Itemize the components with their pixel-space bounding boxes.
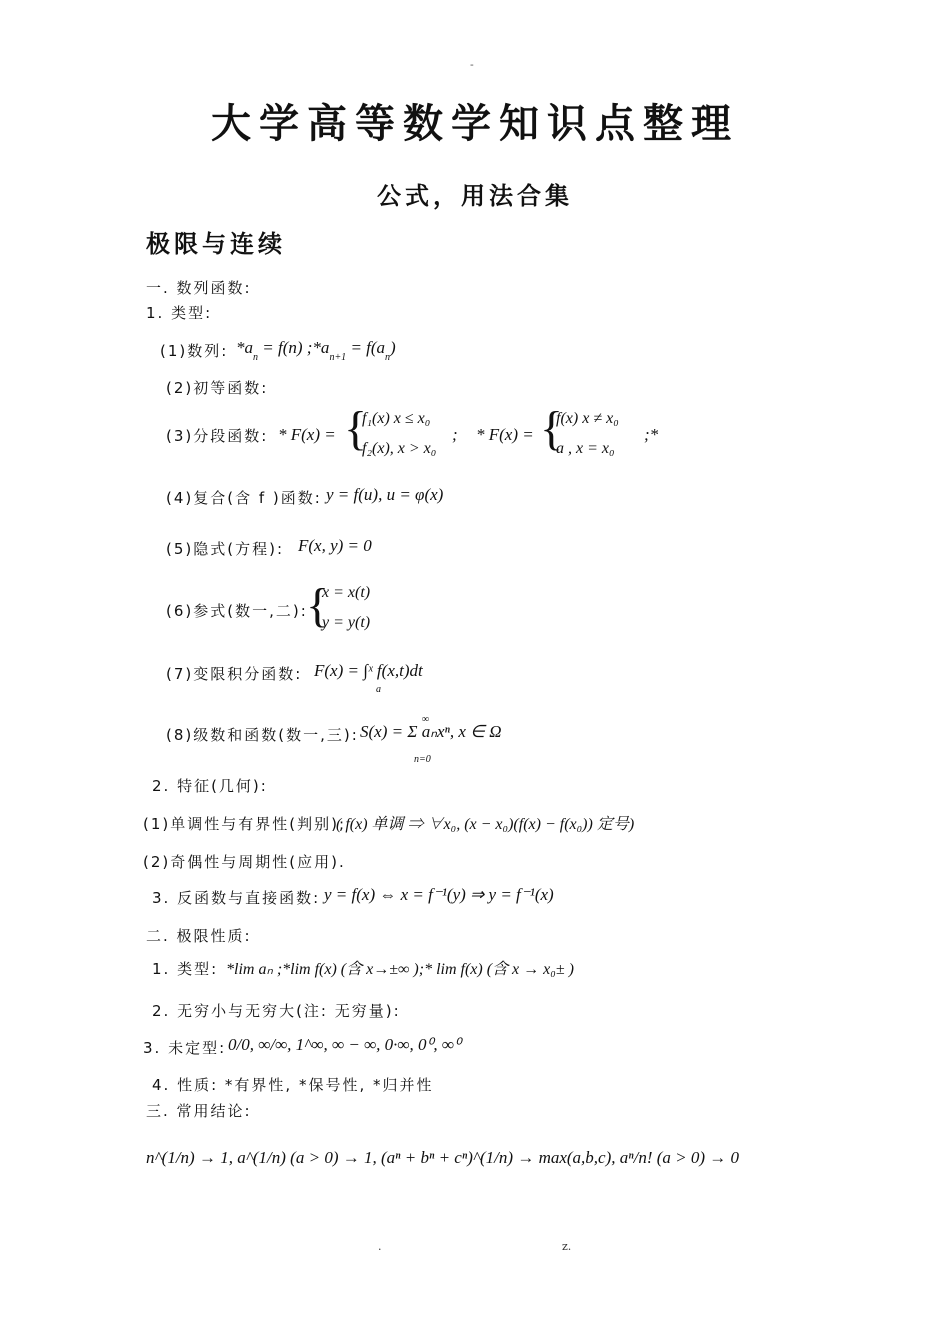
conclusions-formula: n^(1/n) → 1, a^(1/n) (a > 0) → 1, (aⁿ + bⁿ + cⁿ)^(1/n) → max(a,b,c), aⁿ/n! (a > 0) → 0 xyxy=(146,1148,740,1167)
type1-formula: $*a_n = f(n)$ $;*a_{n+1} = f(a_n)$ xyxy=(236,338,396,363)
type8-upper-limit: ∞ xyxy=(422,714,430,725)
footer-left: . xyxy=(378,1240,382,1253)
part1-heading: 一. 数列函数: xyxy=(146,279,252,297)
brace-icon: { xyxy=(344,402,368,455)
feature-label: 2. 特征(几何): xyxy=(152,777,268,795)
type3-f2-row2: a , x = x₀ xyxy=(556,440,615,457)
page-subtitle: 公式，用法合集 xyxy=(377,182,573,210)
type4-formula: y = f(u), u = φ(x) xyxy=(326,485,444,504)
type6-row1: x = x(t) xyxy=(322,584,371,601)
feature1-label: (1)单调性与有界性(判别); xyxy=(143,815,347,833)
type3-f1-row1: f₁(x) x ≤ x₀ xyxy=(362,410,431,427)
type2-label: (2)初等函数: xyxy=(166,379,269,397)
type3-label: (3)分段函数: xyxy=(166,427,269,445)
part2-heading: 二. 极限性质: xyxy=(146,927,252,945)
type4-label: (4)复合(含 f )函数: xyxy=(166,489,322,507)
type5-formula: F(x, y) = 0 xyxy=(298,536,372,555)
type5-label: (5)隐式(方程): xyxy=(166,540,285,558)
type7-label: (7)变限积分函数: xyxy=(166,665,303,683)
limit-types-label: 1. 类型: xyxy=(152,960,219,978)
inverse-formula: y = f(x) ⇔ x = f⁻¹(y) ⇒ y = f⁻¹(x) xyxy=(324,885,554,904)
types-label: 1. 类型: xyxy=(146,304,213,322)
type1-label: (1)数列: xyxy=(160,342,229,360)
feature1-formula: ( f(x) 单调 ⇒ ∀x₀, (x − x₀)(f(x) − f(x₀)) 定号) xyxy=(336,816,635,833)
type8-lower-limit: n=0 xyxy=(414,754,431,765)
brace-icon: { xyxy=(306,579,330,632)
indeterminate-label: 3. 未定型: xyxy=(143,1039,227,1057)
type3-f1-end: ; xyxy=(452,425,458,444)
type8-formula: S(x) = Σ aₙxⁿ, x ∈ Ω xyxy=(360,722,502,741)
type6-label: (6)参式(数一,二): xyxy=(166,602,308,620)
header-mark: - xyxy=(470,58,474,71)
type3-f1-row2: f₂(x), x > x₀ xyxy=(362,440,437,457)
limit-types-formula: *lim aₙ ;*lim f(x) (含 x→±∞ );* lim f(x) (含 x → x₀± ) xyxy=(226,961,574,978)
type7-lower-limit: a xyxy=(376,684,381,695)
type3-f2-lhs: * F(x) = xyxy=(476,425,534,444)
type3-f1-lhs: * F(x) = xyxy=(278,425,336,444)
type7-formula: F(x) = ∫ˣ f(x,t)dt xyxy=(314,661,423,680)
brace-icon: { xyxy=(540,402,564,455)
indeterminate-forms: 0/0, ∞/∞, 1^∞, ∞ − ∞, 0·∞, 0⁰, ∞⁰ xyxy=(228,1035,461,1054)
inverse-label: 3. 反函数与直接函数: xyxy=(152,889,321,907)
type3-f2-end: ;* xyxy=(644,425,659,444)
type6-row2: y = y(t) xyxy=(322,614,371,631)
properties-line: 4. 性质: *有界性, *保号性, *归并性 xyxy=(152,1076,434,1094)
type3-f2-row1: f(x) x ≠ x₀ xyxy=(556,410,619,427)
part3-heading: 三. 常用结论: xyxy=(146,1102,252,1120)
infinitesimal-line: 2. 无穷小与无穷大(注: 无穷量): xyxy=(152,1002,401,1020)
page-title: 大学高等数学知识点整理 xyxy=(211,101,739,147)
type8-label: (8)级数和函数(数一,三): xyxy=(166,726,359,744)
footer-right: z. xyxy=(562,1240,572,1253)
feature2-label: (2)奇偶性与周期性(应用). xyxy=(143,853,346,871)
section-heading: 极限与连续 xyxy=(146,230,286,258)
